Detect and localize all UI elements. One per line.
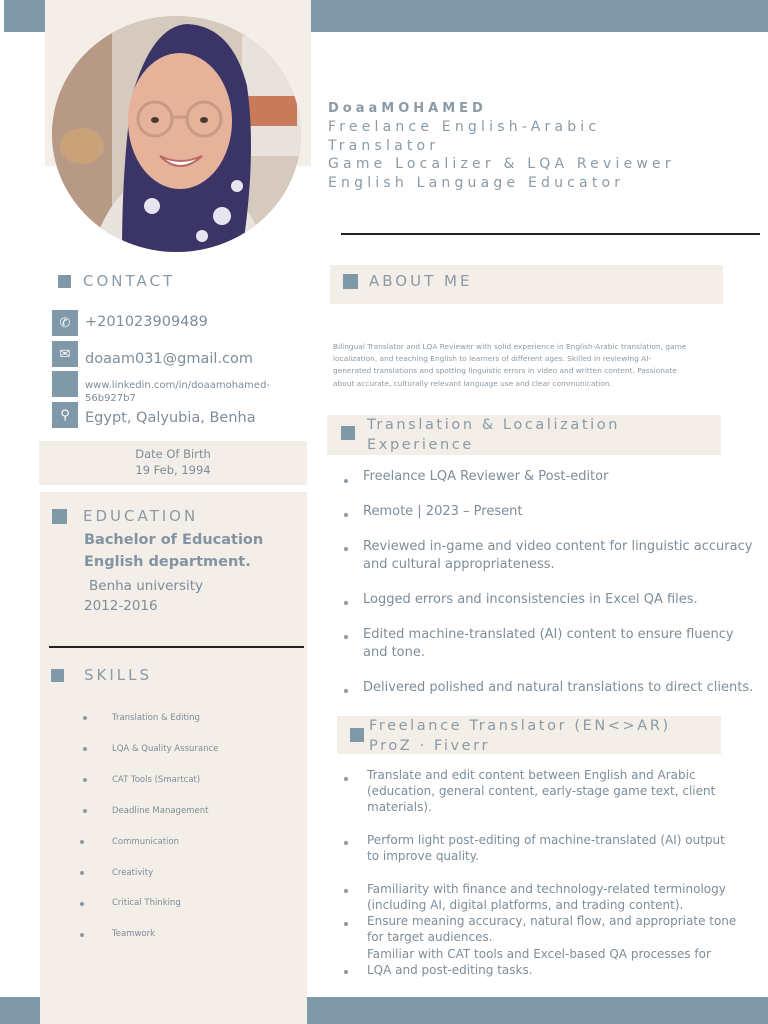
location: Egypt, Qalyubia, Benha <box>85 410 256 426</box>
bullet <box>344 601 348 605</box>
title-line: English Language Educator <box>328 174 625 191</box>
section-marker-icon <box>343 274 358 289</box>
date-of-birth <box>39 446 307 478</box>
contact-heading: CONTACT <box>58 272 175 290</box>
bullet <box>344 479 348 483</box>
section-marker-icon <box>51 669 64 682</box>
bullet <box>344 889 348 893</box>
about-line: about accurate, culturally relevant language use and clear communication. <box>333 378 612 388</box>
bullet <box>344 841 348 845</box>
experience-item: Freelance LQA Reviewer & Post-editor <box>363 469 609 484</box>
education-heading: EDUCATION <box>52 507 198 525</box>
skill-bullet <box>83 778 87 782</box>
phone-number[interactable]: +201023909489 <box>85 314 208 330</box>
freelance-item: Ensure meaning accuracy, natural flow, and appropriate tone for target audiences. <box>367 914 737 944</box>
mail-icon: ✉ <box>52 341 78 367</box>
skill-bullet <box>83 747 87 751</box>
bullet <box>344 513 348 517</box>
section-marker-icon <box>52 509 67 524</box>
freelance-heading: Freelance Translator (EN<>AR) ProZ · Fiverr <box>369 718 671 754</box>
experience-item: Delivered polished and natural translations to direct clients. <box>363 680 754 695</box>
skill-item: Communication <box>112 837 179 847</box>
skill-item: LQA & Quality Assurance <box>112 744 219 754</box>
email-link[interactable]: doaam031@gmail.com <box>85 351 253 367</box>
skill-item: Teamwork <box>112 929 156 939</box>
skill-item: Creativity <box>112 868 154 878</box>
department: English department. <box>84 554 251 570</box>
about-line: localization, and teaching English to learners of different ages. Skilled in reviewing AI- <box>333 354 652 364</box>
skill-item: Critical Thinking <box>112 898 181 908</box>
about-text <box>333 341 686 390</box>
candidate-name: DoaaMOHAMED <box>328 101 487 116</box>
linkedin-line: 56b927b7 <box>85 393 136 404</box>
about-heading: ABOUT ME <box>343 272 472 290</box>
linkedin-line: www.linkedin.com/in/doaamohamed- <box>85 380 271 391</box>
title-line: Translator <box>328 137 440 154</box>
header-divider <box>341 233 760 235</box>
experience-heading: Translation & Localization Experience <box>367 417 621 453</box>
profile-photo <box>52 16 301 252</box>
degree: Bachelor of Education <box>84 532 264 548</box>
skill-bullet <box>83 716 87 720</box>
freelance-item: Perform light post-editing of machine-translated (AI) output to improve quality. <box>367 833 725 863</box>
skill-bullet <box>80 871 84 875</box>
skill-bullet <box>80 840 84 844</box>
freelance-item: Familiarity with finance and technology-related terminology (including AI, digital platforms, and trading content). <box>367 882 726 912</box>
section-marker-icon <box>58 275 71 288</box>
education-years: 2012-2016 <box>84 598 158 614</box>
location-pin-icon: ⚲ <box>52 402 78 428</box>
skill-item: CAT Tools (Smartcat) <box>112 775 201 785</box>
dob-value: 19 Feb, 1994 <box>135 463 211 477</box>
title-block <box>328 118 675 192</box>
phone-icon: ✆ <box>52 310 78 336</box>
experience-item: Edited machine-translated (AI) content to ensure fluency and tone. <box>363 627 734 660</box>
education-divider <box>49 646 304 648</box>
title-line: Freelance English-Arabic <box>328 119 601 135</box>
skill-bullet <box>80 902 84 906</box>
bullet <box>344 689 348 693</box>
bullet <box>344 922 348 926</box>
linkedin-link[interactable] <box>85 379 270 405</box>
bullet <box>344 777 348 781</box>
education-details <box>84 529 263 617</box>
university: Benha university <box>89 578 204 594</box>
experience-item: Reviewed in-game and video content for linguistic accuracy and cultural appropriateness. <box>363 539 753 572</box>
bullet <box>344 635 348 639</box>
skill-bullet <box>80 933 84 937</box>
title-line: Game Localizer & LQA Reviewer <box>328 156 675 172</box>
linkedin-icon <box>52 371 78 397</box>
section-marker-icon <box>350 728 364 742</box>
skills-heading: SKILLS <box>51 666 152 684</box>
skill-item: Deadline Management <box>112 806 209 816</box>
skill-item: Translation & Editing <box>112 713 200 723</box>
about-line: generated translations and spotting linguistic errors in video and written content. Passionate <box>333 366 677 376</box>
experience-item: Remote | 2023 – Present <box>363 504 523 519</box>
freelance-item: Familiar with CAT tools and Excel-based QA processes for LQA and post-editing tasks. <box>367 947 711 977</box>
about-line: Bilingual Translator and LQA Reviewer with solid experience in English-Arabic translation, game <box>333 342 687 351</box>
skill-bullet <box>83 809 87 813</box>
freelance-item: Translate and edit content between English and Arabic (education, general content, early-stage game text, client materials). <box>367 768 716 814</box>
bullet <box>344 547 348 551</box>
dob-label: Date Of Birth <box>135 447 211 461</box>
bullet <box>344 970 348 974</box>
experience-item: Logged errors and inconsistencies in Excel QA files. <box>363 592 698 607</box>
section-marker-icon <box>341 426 355 440</box>
